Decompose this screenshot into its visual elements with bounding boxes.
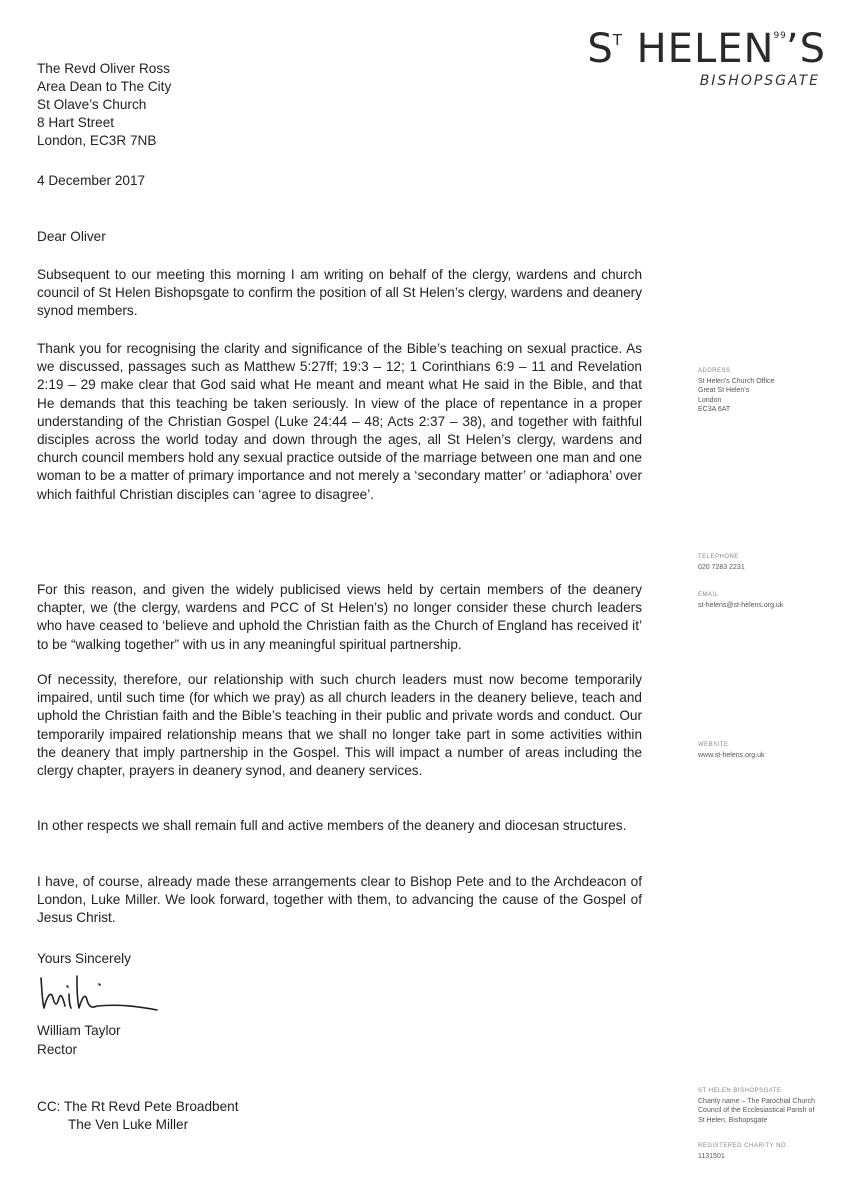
sidebar-charity-line: St Helen, Bishopsgate: [698, 1116, 768, 1124]
sidebar-email: [698, 591, 783, 610]
recipient-line: The Revd Oliver Ross: [37, 61, 170, 76]
sidebar-address-line: London: [698, 396, 722, 404]
salutation: Dear Oliver: [37, 229, 106, 244]
cc-line-2: The Ven Luke Miller: [68, 1117, 189, 1132]
sidebar-email-label: EMAIL: [698, 592, 719, 598]
paragraph-2: Thank you for recognising the clarity and significance of the Bible’s teaching on sexual practice. As we discussed, passages such as Matthew 5:27ff; 19:3 – 12; 1 Corinthians 6:9 – 11 and Revelation 2:19 – 29 make clear that God said what He meant and meant what He said in the Bible, and that He demands that this teaching be taken seriously. In view of the place of repentance in a proper understanding of the Christian Gospel (Luke 24:44 – 48; Acts 2:37 – 38), and together with faithful disciples across the world today and down through the ages, all St Helen’s clergy, wardens and church council members hold any sexual practice outside of the marriage between one man and one woman to be a matter of primary importance and not merely a ‘secondary matter’ or ‘adiaphora’ over which faithful Christian disciples can ‘agree to disagree’.: [37, 341, 642, 502]
sidebar-address-line: St Helen’s Church Office: [698, 377, 775, 385]
signature-icon: [37, 968, 167, 1018]
sidebar-website-value: www.st-helens.org.uk: [698, 751, 765, 759]
logo-subtitle: BISHOPSGATE: [699, 73, 820, 89]
paragraph-3: For this reason, and given the widely publicised views held by certain members of the deanery chapter, we (the clergy, wardens and PCC of St Helen’s) no longer consider these church leaders who have ceased to ‘believe and uphold the Christian faith as the Church of England has received it’ to be “walking together” with us in any meaningful spiritual partnership.: [37, 582, 642, 652]
recipient-line: London, EC3R 7NB: [37, 133, 157, 148]
recipient-line: Area Dean to The City: [37, 79, 172, 94]
logo-letter-s: S: [587, 26, 614, 72]
sidebar-registered-charity: [698, 1142, 788, 1161]
sidebar-charity-line: Council of the Ecclesiastical Parish of: [698, 1107, 815, 1114]
sidebar-address: [698, 367, 774, 415]
sidebar-website: [698, 741, 765, 760]
sidebar-charity-line: Charity name – The Parochial Church: [698, 1097, 815, 1105]
sidebar-charity: [698, 1087, 815, 1125]
logo-wordmark: [587, 14, 826, 71]
sidebar-charity-title: ST HELEN BISHOPSGATE: [698, 1088, 782, 1094]
logo-name: HELEN: [622, 26, 775, 72]
cc-line-1: CC: The Rt Revd Pete Broadbent: [37, 1099, 239, 1114]
recipient-line: 8 Hart Street: [37, 115, 115, 130]
sidebar-telephone-label: TELEPHONE: [698, 554, 739, 560]
church-logo: [587, 14, 826, 89]
letter-date: 4 December 2017: [37, 173, 146, 188]
paragraph-5: In other respects we shall remain full and active members of the deanery and diocesan structures.: [37, 818, 627, 833]
paragraph-6: I have, of course, already made these arrangements clear to Bishop Pete and to the Archdeacon of London, Luke Miller. We look forward, together with them, to advancing the cause of the Gospel of Jesus Christ.: [37, 874, 642, 926]
sidebar-telephone-value: 020 7283 2231: [698, 563, 745, 571]
sidebar-telephone: [698, 553, 745, 572]
recipient-line: St Olave’s Church: [37, 97, 147, 112]
logo-superscript-t: T: [612, 31, 623, 49]
paragraph-4: Of necessity, therefore, our relationship with such church leaders must now become temporarily impaired, until such time (for which we pray) as all church leaders in the deanery believe, teach and uphold the Christian faith and the Bible’s teaching in their public and private words and conduct. Our temporarily impaired relationship means that we shall no longer take part in some activities within the deanery that imply partnership in the Gospel. This will impact a number of areas including the clergy chapter, prayers in deanery synod, and deanery services.: [37, 672, 642, 779]
sidebar-registered-label: REGISTERED CHARITY NO.: [698, 1143, 789, 1149]
signatory-name: William Taylor: [37, 1023, 121, 1038]
paragraph-1: Subsequent to our meeting this morning I am writing on behalf of the clergy, wardens and church council of St Helen Bishopsgate to confirm the position of all St Helen’s clergy, wardens and deanery synod members.: [37, 267, 642, 319]
sidebar-registered-value: 1131501: [698, 1152, 725, 1160]
sidebar-email-value: st-helens@st-helens.org.uk: [698, 601, 784, 609]
logo-mark-icon: 99: [773, 31, 787, 41]
sidebar-website-label: WEBSITE: [698, 742, 729, 748]
sidebar-address-label: ADDRESS: [698, 368, 731, 374]
recipient-address: [37, 60, 171, 150]
closing: Yours Sincerely: [37, 951, 131, 966]
signatory-title: Rector: [37, 1042, 78, 1057]
sidebar-address-line: Great St Helen’s: [698, 387, 750, 394]
logo-suffix: ’S: [785, 26, 826, 72]
sidebar-address-line: EC3A 6AT: [698, 406, 731, 413]
